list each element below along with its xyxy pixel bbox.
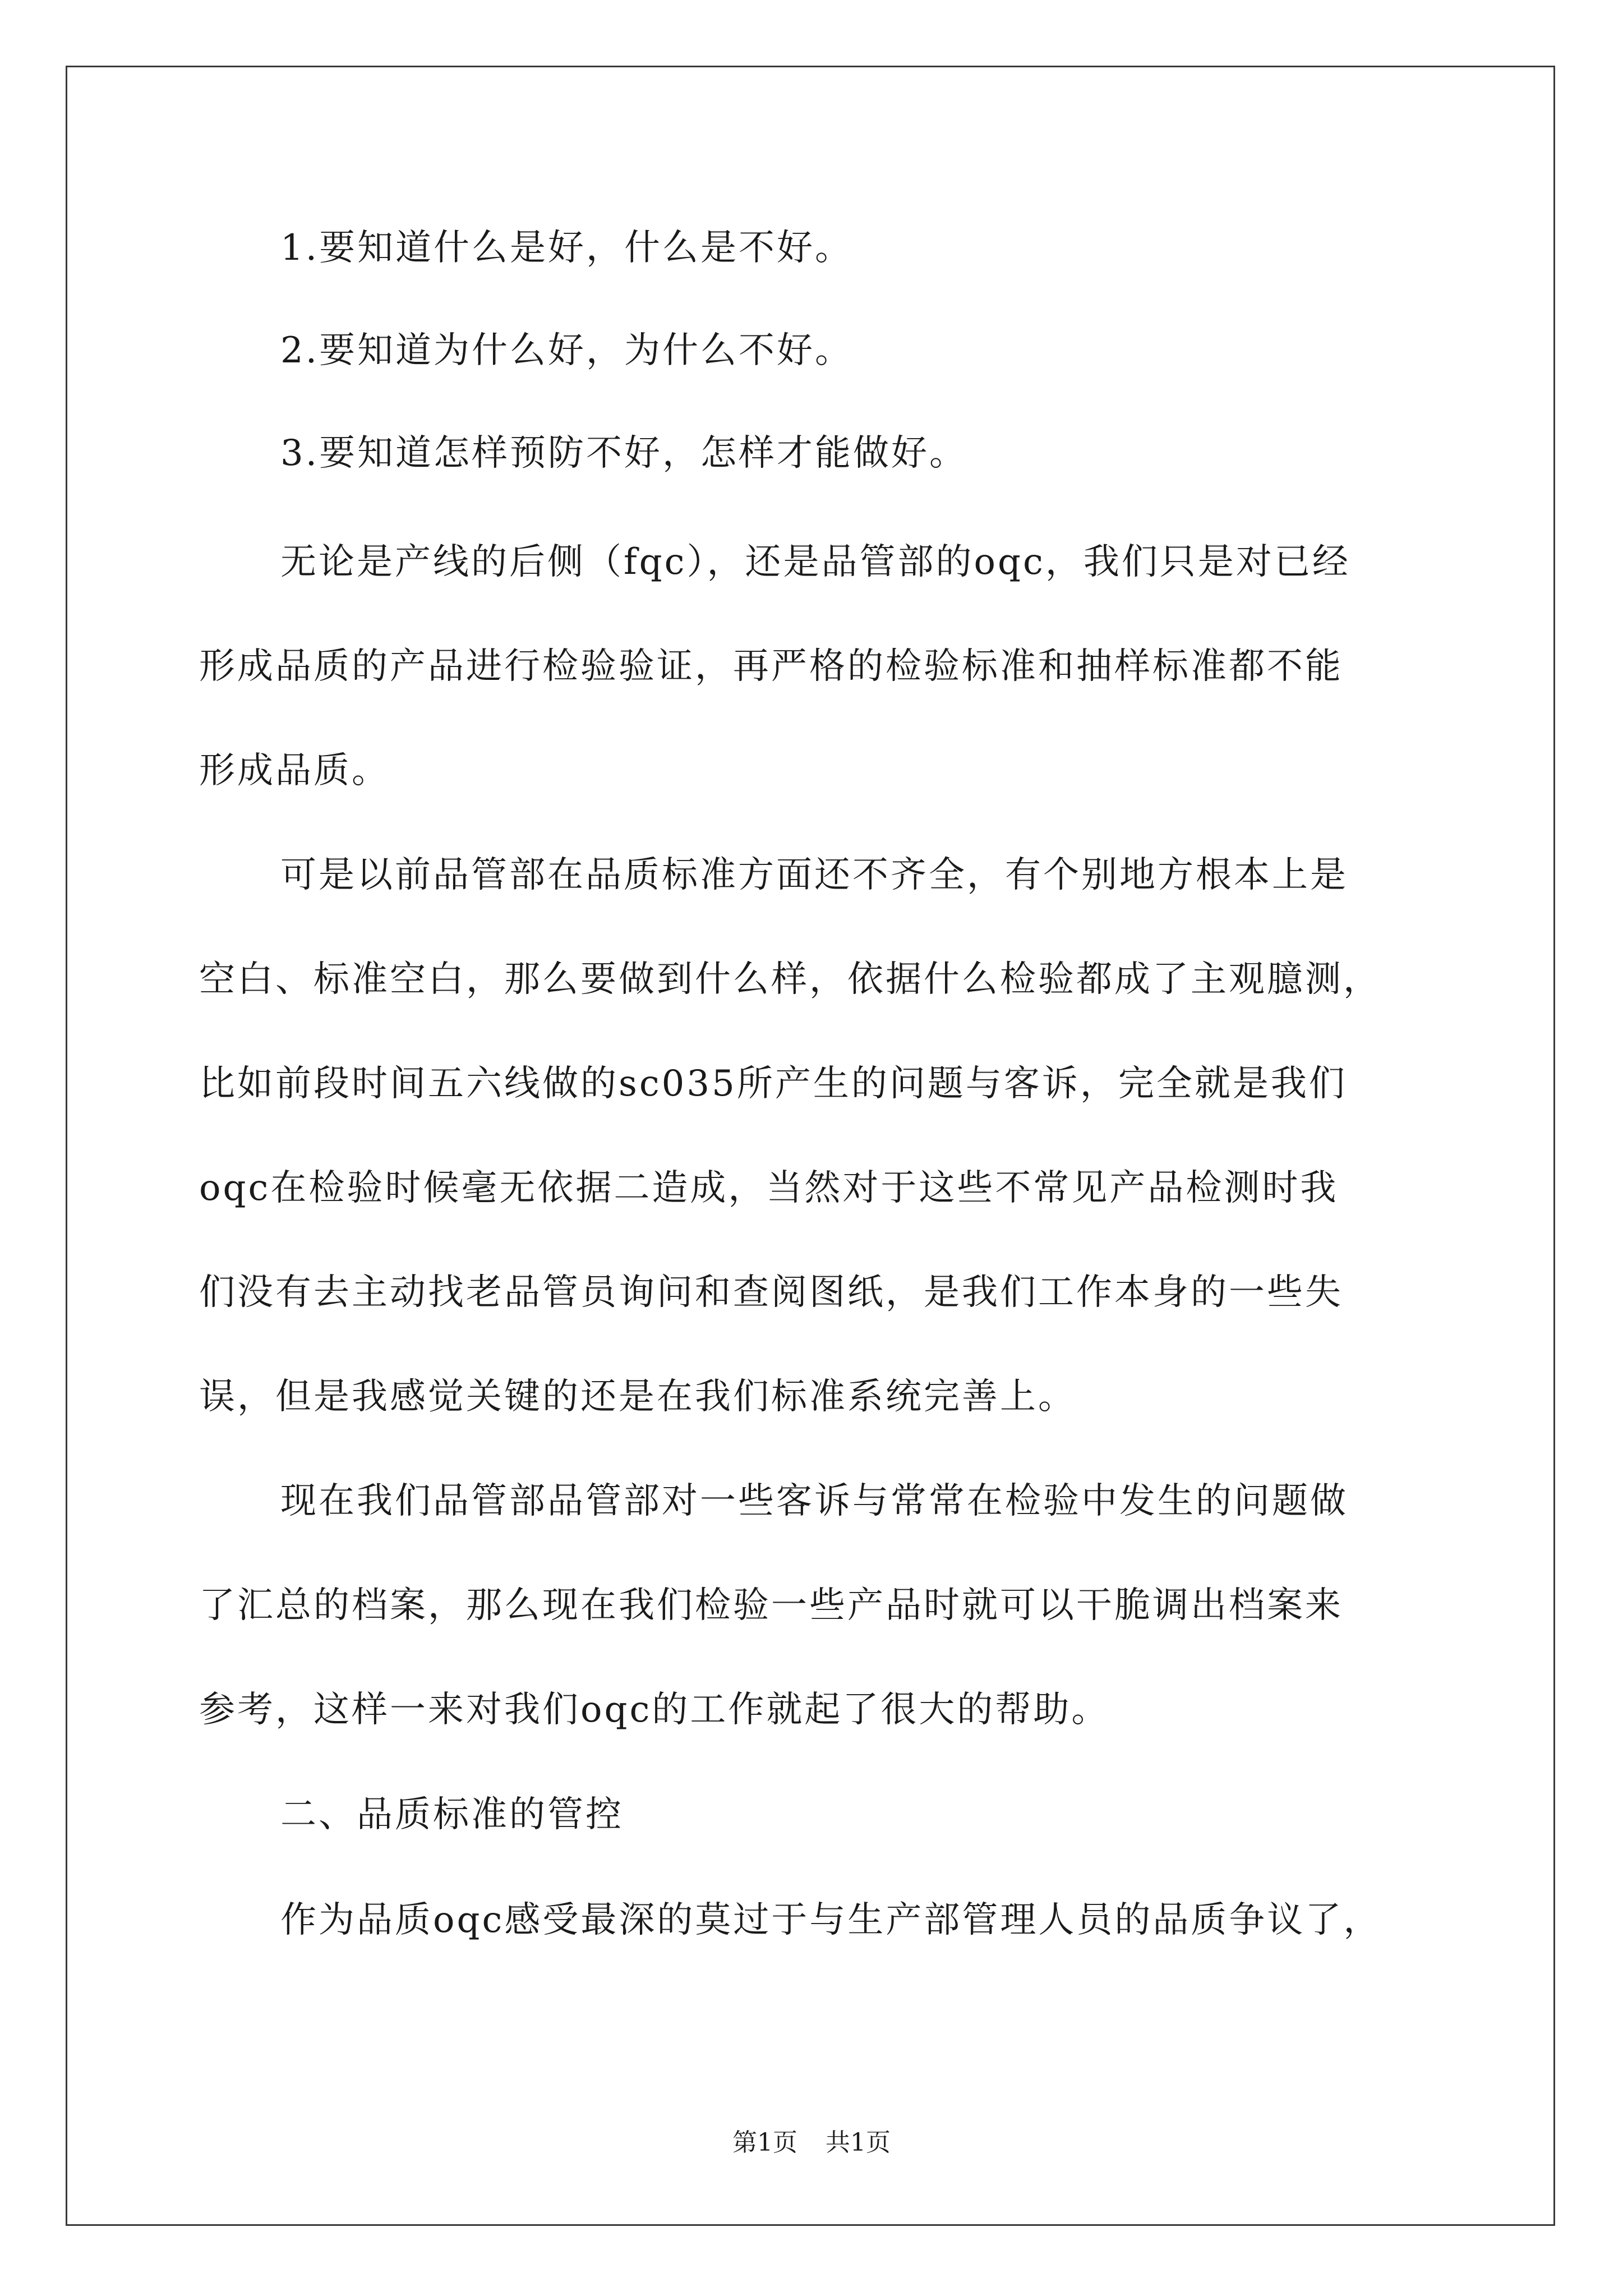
page-total: 共1页 <box>826 2128 891 2157</box>
list-item-3: 3.要知道怎样预防不好，怎样才能做好。 <box>280 432 968 474</box>
paragraph-2-line-2: 空白、标准空白，那么要做到什么样，依据什么检验都成了主观臆测， <box>199 959 1381 1000</box>
page-number: 第1页 <box>732 2128 797 2157</box>
list-item-1: 1.要知道什么是好，什么是不好。 <box>280 227 854 269</box>
paragraph-2-line-6: 误，但是我感觉关键的还是在我们标准系统完善上。 <box>199 1376 1076 1418</box>
paragraph-2-line-5: 们没有去主动找老品管员询问和查阅图纸，是我们工作本身的一些失 <box>199 1272 1343 1313</box>
list-item-2: 2.要知道为什么好，为什么不好。 <box>280 330 854 371</box>
paragraph-1-line-1: 无论是产线的后侧（fqc），还是品管部的oqc，我们只是对已经 <box>280 541 1350 583</box>
section-heading: 二、品质标准的管控 <box>280 1794 624 1835</box>
paragraph-1-line-2: 形成品质的产品进行检验验证，再严格的检验标准和抽样标准都不能 <box>199 646 1343 687</box>
paragraph-2-line-1: 可是以前品管部在品质标准方面还不齐全，有个别地方根本上是 <box>280 854 1348 896</box>
paragraph-2-line-4: oqc在检验时候毫无依据二造成，当然对于这些不常见产品检测时我 <box>199 1167 1339 1209</box>
paragraph-2-line-3: 比如前段时间五六线做的sc035所产生的问题与客诉，完全就是我们 <box>199 1063 1347 1105</box>
paragraph-3-line-2: 了汇总的档案，那么现在我们检验一些产品时就可以干脆调出档案来 <box>199 1585 1343 1626</box>
page-footer <box>0 2127 1623 2159</box>
paragraph-3-line-1: 现在我们品管部品管部对一些客诉与常常在检验中发生的问题做 <box>280 1480 1348 1522</box>
paragraph-3-line-3: 参考，这样一来对我们oqc的工作就起了很大的帮助。 <box>199 1689 1110 1731</box>
paragraph-4-line-1: 作为品质oqc感受最深的莫过于与生产部管理人员的品质争议了， <box>280 1899 1382 1941</box>
paragraph-1-line-3: 形成品质。 <box>199 750 390 792</box>
